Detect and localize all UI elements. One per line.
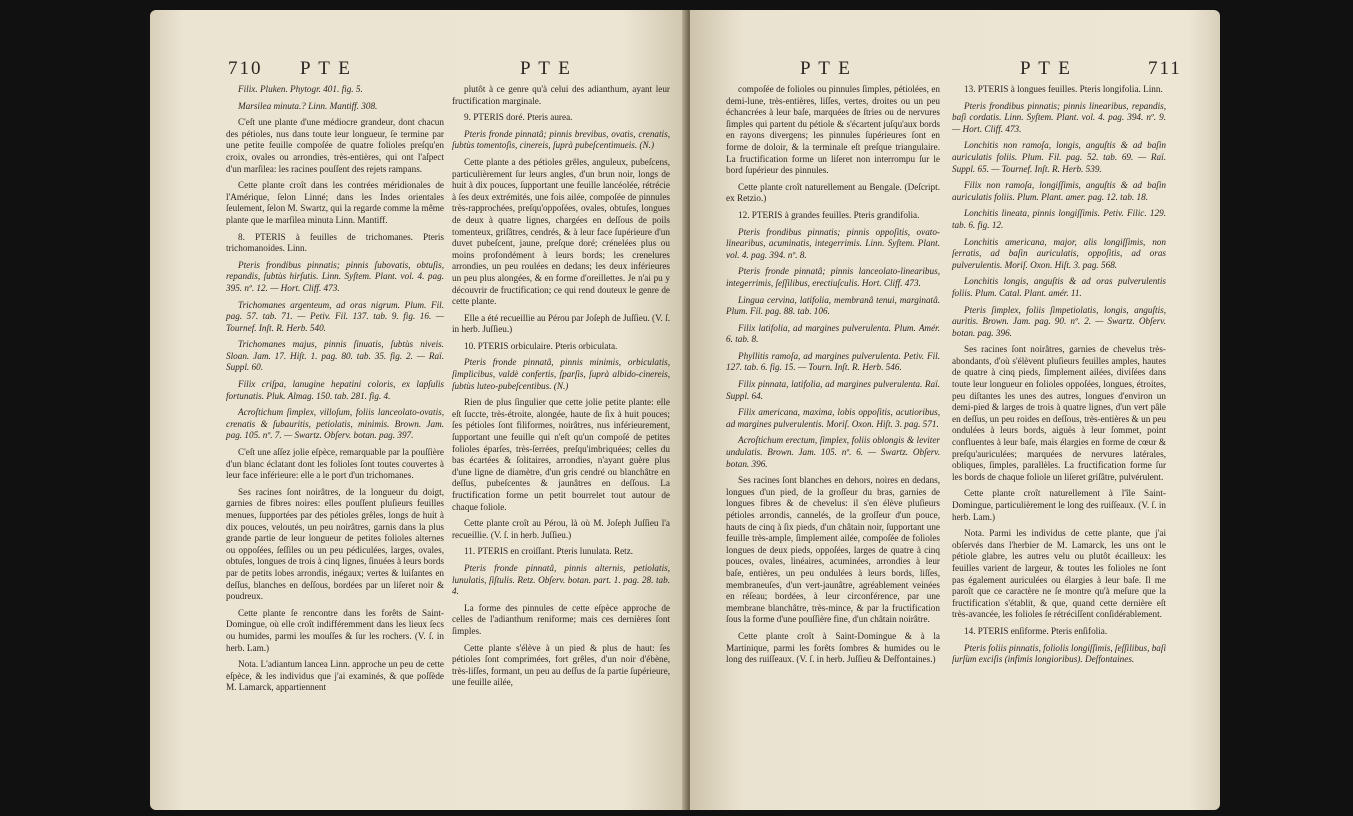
paragraph: 10. PTERIS orbiculaire. Pteris orbiculata. — [464, 340, 618, 351]
paragraph: Cette plante croît dans les contrées méridionales de l'Amérique, ſelon Linné; dans les Indes orientales ſeulement, ſelon M. Swartz, qui la regarde comme la même plante que le marſilea minuta Linn. Mantiff. — [226, 180, 444, 225]
paragraph: Ses racines ſont noirâtres, de la longueur du doigt, garnies de fibres noires: elles pouſſent pluſieurs feuilles menues, ſupportées par des pétioles grêles, longs de huit à dix pouces, veloutés, un peu noirâtres, garnis dans la plus grande partie de leur longueur de petites folioles alternes ou oppoſées, ſeſſiles ou un peu pédiculées, larges, ovales, obtuſes, longues de trois à cinq lignes, ſinuées à leurs bords par de petits lobes arrondis, inégaux; vertes & luiſantes en deſſus, blanches en deſſous, bordées par un liſeret noir & poudreux. — [226, 486, 444, 602]
paragraph: Lonchitis lineata, pinnis longiſſimis. Petiv. Filic. 129. tab. 6. fig. 12. — [952, 208, 1166, 230]
paragraph: Cette plante croît naturellement au Bengale. (Deſcript. ex Retzio.) — [726, 181, 940, 204]
paragraph: Pteris fronde pinnatâ, pinnis minimis, orbiculatis, ſimplicibus, valdè confertis, ſparſis, ſuprà albido-cinereis, ſubtùs luteo-pubeſcentibus. (N.) — [452, 357, 670, 391]
page-number: 710 — [228, 58, 263, 79]
paragraph: Nota. Parmi les individus de cette plante, que j'ai obſervés dans l'herbier de M. Lamarck, les uns ont le pétiole glabre, les autres velu ou plutôt écailleux: les feuilles varient de largeur, & toutes les folioles ne ſont pas également auriculées ou élargies à leur baſe. Il me paroît que ce caractère ne ſe montre qu'à meſure que la fructification s'établit, & que, quand cette dernière eſt très-avancée, les folioles ſe rétréciſſent conſidérablement. — [952, 528, 1166, 620]
paragraph: 13. PTERIS à longues feuilles. Pteris longifolia. Linn. — [964, 84, 1163, 94]
paragraph: Filix latifolia, ad margines pulverulenta. Plum. Amér. 6. tab. 8. — [726, 322, 940, 345]
paragraph: Lonchitis non ramoſa, longis, anguſtis & ad baſin auriculatis foliis. Plum. Fil. pag. 52. tab. 69. — Raï. Suppl. 65. — Tournef. Inſt. R. Herb. 539. — [952, 140, 1166, 174]
paragraph: Filix criſpa, lanugine hepatini coloris, ex lapſulis fortunatis. Pluk. Almag. 150. tab. 281. fig. 4. — [226, 379, 444, 401]
paragraph: 9. PTERIS doré. Pteris aurea. — [464, 112, 573, 123]
paragraph: plutôt à ce genre qu'à celui des adianthum, ayant leur fructification marginale. — [452, 84, 670, 106]
paragraph: Cette plante a des pétioles grêles, anguleux, pubeſcens, particulièrement ſur leurs angles, d'un brun noir, longs de huit à dix pouces, ſupportant une feuille lancéolée, rétrécie à ſes deux extrémités, une fois ailée, compoſée de pinnules très-rapprochées, preſqu'oppoſées, ovales, obtuſes, longues de deux à quatre lignes, chargées en deſſous de poils tomenteux, griſâtres, cendrés, & à leur face ſupérieure d'un duvet pubeſcent, jaune, preſque doré; crénelées plus ou moins profondément à leurs bords; les crenelures arrondies, un peu roulées en dedans; les deux inférieures un peu plus alongées, & en forme d'oreillettes. Je n'ai pu y découvrir de fructification; ce qui rend douteux le genre de cette plante. — [452, 156, 670, 307]
running-head: P T E — [520, 58, 572, 79]
paragraph: 11. PTERIS en croiſſant. Pteris lunulata. Retz. — [464, 546, 634, 557]
paragraph: Trichomanes majus, pinnis ſinuatis, ſubtùs niveis. Sloan. Jam. 17. Hiſt. 1. pag. 80. tab. 35. fig. 2. — Raï. Suppl. 60. — [226, 339, 444, 373]
text-column — [952, 84, 1166, 671]
paragraph: Elle a été recueillie au Pérou par Joſeph de Juſſieu. (V. ſ. in herb. Juſſieu.) — [452, 312, 670, 335]
paragraph: Pteris fronde pinnatâ, pinnis alternis, petiolatis, lunulatis, ſiſtulis. Retz. Obſerv. botan. part. 1. pag. 28. tab. 4. — [452, 562, 670, 597]
paragraph: Filix non ramoſa, longiſſimis, anguſtis & ad baſin auriculatis foliis. Plum. Plant. amer. pag. 12. tab. 18. — [952, 180, 1166, 202]
paragraph: Cette plante croît au Pérou, là où M. Joſeph Juſſieu l'a recueillie. (V. ſ. in herb. Juſſieu.) — [452, 518, 670, 540]
paragraph: Marsilea minuta.? Linn. Mantiff. 308. — [238, 100, 378, 111]
paragraph: Acroſtichum erectum, ſimplex, foliis oblongis & leviter undulatis. Brown. Jam. 105. nº. 6. — Swartz. Obſerv. botan. 396. — [726, 435, 940, 469]
paragraph: Pteris foliis pinnatis, foliolis longiſſimis, ſeſſilibus, baſi ſurſùm exciſis (infimis longioribus). Deſfontaines. — [952, 642, 1166, 665]
paragraph: Pteris frondibus pinnatis; pinnis oppoſitis, ovato-linearibus, acuminatis, integerrimis. Linn. Syſtem. Plant. vol. 4. pag. 394. nº. 8. — [726, 226, 940, 260]
paragraph: Filix. Pluken. Phytogr. 401. fig. 5. — [238, 84, 363, 94]
text-column — [452, 84, 670, 694]
paragraph: Pteris fronde pinnatâ; pinnis brevibus, ovatis, crenatis, ſubtùs tomentoſis, cinereis, ſuprà pubeſcentimueis. (N.) — [452, 128, 670, 151]
paragraph: La forme des pinnules de cette eſpèce approche de celles de l'adianthum reniforme; mais ces dernières ſont ſimples. — [452, 602, 670, 636]
page-number: 711 — [1148, 58, 1182, 79]
paragraph: 14. PTERIS enſiforme. Pteris enſifolia. — [964, 625, 1108, 636]
paragraph: Pteris fronde pinnatâ; pinnis lanceolato-linearibus, integerrimis, ſeſſilibus, erectiuſculis. Hort. Cliff. 473. — [726, 266, 940, 288]
paragraph: Cette plante croît naturellement à l'île Saint-Domingue, particulièrement le long des ruiſſeaux. (V. ſ. in herb. Lam.) — [952, 488, 1166, 522]
paragraph: Rien de plus ſingulier que cette jolie petite plante: elle eſt ſuccte, très-étroite, alongée, haute de ſix à huit pouces; ſes pétioles ſont filiformes, noirâtres, nus inférieurement, ſupportant une feuille qui n'eſt qu'un compoſé de petites folioles éparſes, très-ſerrées, preſqu'imbriquées; celles du bas écartées & ſolitaires, arrondies, n'ayant guère plus d'une ligne de diamètre, d'un gris cendré ou blanchâtre en deſſus, pubeſcentes & jaunâtres en deſſous. La fructification forme un petit bourrelet tout autour de chaque foliole. — [452, 397, 670, 512]
running-head: P T E — [300, 58, 352, 79]
paragraph: Trichomanes argenteum, ad oras nigrum. Plum. Fil. pag. 57. tab. 71. — Petiv. Fil. 137. tab. 9. fig. 16. — Tournef. Inſt. R. Herb. 540. — [226, 299, 444, 333]
paragraph: Filix americana, maxima, lobis oppoſitis, acutioribus, ad margines pulverulentis. Moriſ. Oxon. Hiſt. 3. pag. 571. — [726, 407, 940, 429]
text-column — [226, 84, 444, 699]
paragraph: Ses racines ſont noirâtres, garnies de chevelus très-abondants, d'où s'élèvent pluſieurs feuilles amples, hautes de quatre à cinq pieds, ſimplement ailées, diviſées dans toute leur longueur en folioles oppoſées, longues, étroites, peu diſtantes les unes des autres, longues d'environ un demi-pied & larges de trois à quatre lignes, d'un vert pâle en deſſus, un peu roides en deſſous, très-entières & un peu ondulées à leurs bords, aiguës à leur ſommet, point confluentes à leur baſe, mais élargies en forme de cœur & preſqu'auriculées; marquées de nervures latérales, obliques, ſimples, parallèles. La fructification forme ſur les bords de chaque foliole un liſeret griſâtre, pulvérulent. — [952, 344, 1166, 482]
paragraph: Pteris ſimplex, foliis ſimpetiolatis, longis, anguſtis, auritis. Brown. Jam. pag. 90. nº. 2. — Swartz. Obſerv. botan. pag. 396. — [952, 304, 1166, 338]
paragraph: 12. PTERIS à grandes feuilles. Pteris grandifolia. — [738, 209, 920, 220]
paragraph: Phyllitis ramoſa, ad margines pulverulenta. Petiv. Fil. 127. tab. 6. fig. 15. — Tourn. Inſt. R. Herb. 546. — [726, 350, 940, 373]
paragraph: Lingua cervina, latifolia, membranâ tenui, marginatâ. Plum. Fil. pag. 88. tab. 106. — [726, 294, 940, 317]
paragraph: Pteris frondibus pinnatis; pinnis linearibus, repandis, baſi cordatis. Linn. Syſtem. Plant. vol. 4. pag. 394. nº. 9. — Hort. Cliff. 473. — [952, 100, 1166, 134]
paragraph: Lonchitis americana, major, alis longiſſimis, non ſerratis, ad baſin auriculatis, oppoſitis, ad oras pulverulentis. Moriſ. Oxon. Hiſt. 3. pag. 568. — [952, 236, 1166, 270]
paragraph: Lonchitis longis, anguſtis & ad oras pulverulentis foliis. Plum. Catal. Plant. amér. 11. — [952, 276, 1166, 298]
left-page — [150, 10, 688, 810]
running-head: P T E — [800, 58, 852, 79]
text-column — [726, 84, 940, 671]
paragraph: Cette plante croît à Saint-Domingue & à la Martinique, parmi les forêts ſombres & humides ou le long des ruiſſeaux. (V. ſ. in herb. Juſſieu & Deſfontaines.) — [726, 630, 940, 665]
right-page — [690, 10, 1220, 810]
paragraph: Cette plante ſe rencontre dans les forêts de Saint-Domingue, où elle croît indifféremment dans les lieux ſecs ou humides, parmi les mouſſes & ſur les rochers. (V. ſ. in herb. Lam.) — [226, 607, 444, 653]
paragraph: 8. PTERIS à feuilles de trichomanes. Pteris trichomanoides. Linn. — [226, 231, 444, 254]
paragraph: C'eſt une plante d'une médiocre grandeur, dont chacun des pétioles, nus dans toute leur longueur, ſe termine par une petite feuille compoſée de quatre folioles preſqu'en croix, ovales ou arrondies, très-entières, qui ont l'aſpect d'un marſilea: les racines pouſſent des rejets rampans. — [226, 117, 444, 174]
paragraph: Nota. L'adiantum lancea Linn. approche un peu de cette eſpèce, & les individus que j'ai examinés, & que poſſède M. Lamarck, appartiennent — [226, 659, 444, 693]
paragraph: C'eſt une aſſez jolie eſpèce, remarquable par la pouſſière d'un blanc éclatant dont les folioles ſont toutes couvertes à leur face inférieure: elle a le port d'un trichomanes. — [226, 447, 444, 481]
paragraph: Acroſtichum ſimplex, villoſum, foliis lanceolato-ovatis, crenatis & ſubauritis, petiolatis, minimis. Brown. Jam. pag. 105. nº. 7. — Swartz. Obſerv. botan. pag. 397. — [226, 407, 444, 441]
paragraph: Filix pinnata, latifolia, ad margines pulverulenta. Raï. Suppl. 64. — [726, 379, 940, 401]
paragraph: compoſée de folioles ou pinnules ſimples, pétiolées, en demi-lune, très-entières, liſſes, vertes, droites ou un peu échancrées à leur baſe, marquées de ſtries ou de nervures ſimples qui partent du pétiole & s'écartent juſqu'aux bords en rayons divergens; les pinnules ſupérieures ſont en forme de doloir, & la terminale eſt preſque triangulaire. La fructification forme un liſeret non interrompu ſur le bord ſupérieur des pinnules. — [726, 84, 940, 176]
open-book — [150, 10, 1220, 810]
paragraph: Cette plante s'élève à un pied & plus de haut: ſes pétioles ſont comprimées, fort grêles, d'un noir d'ébène, très-liſſes, formant, un peu au deſſus de ſa partie ſupérieure, une feuille ailée, — [452, 642, 670, 688]
paragraph: Pteris frondibus pinnatis; pinnis ſubovatis, obtuſis, repandis, ſubtùs hirſutis. Linn. Syſtem. Plant. vol. 4. pag. 395. nº. 12. — Hort. Cliff. 473. — [226, 259, 444, 293]
paragraph: Ses racines ſont blanches en dehors, noires en dedans, longues d'un pied, de la groſſeur du bras, garnies de longues fibres & de chevelus: il s'en élève pluſieurs pétioles arrondis, cannelés, de la groſſeur d'un pouce, hauts de cinq à ſix pieds, d'un châtain noir, ſupportant une feuille très-ample, ſimplement ailée, compoſée de folioles longues de deux pieds, oppoſées, larges de quatre à cinq pouces, ovales, linéaires, acuminées, arrondies à leur baſe, entières, un peu ondulées à leurs bords, liſſes, membraneuſes, d'un vert-jaunâtre, agréablement veinées en réſeau; bordées, à leur circonférence, par une membrane blanchâtre, très-mince, & par la fructification ſous la forme d'une pouſſière fine, d'un châtain noirâtre. — [726, 475, 940, 625]
running-head: P T E — [1020, 58, 1072, 79]
